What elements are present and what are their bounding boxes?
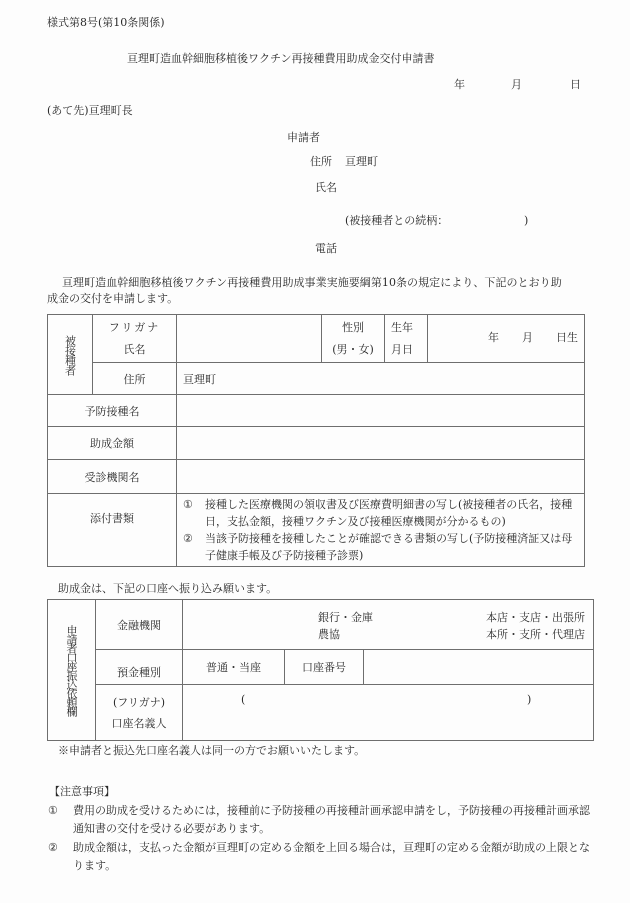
intro-line-1: 亘理町造血幹細胞移植後ワクチン再接種費用助成事業実施要綱第10条の規定により、下記のとおり助 — [62, 276, 562, 289]
holder-name-field[interactable] — [241, 715, 541, 727]
attachment-text: 接種した医療機関の領収書及び医療費明細書の写し(被接種者の氏名，接種日，支払金額，接種ワクチン及び接種医療機関が分かるもの) — [205, 498, 573, 528]
account-number-label: 口座番号 — [285, 650, 364, 685]
applicant-address-label: 住所 — [310, 155, 332, 168]
note-number: ② — [48, 840, 58, 854]
birth-day-label: 日生 — [556, 331, 578, 344]
applicant-name-label: 氏名 — [315, 181, 337, 194]
notes-heading: 【注意事項】 — [49, 785, 115, 798]
holder-furigana-open: ( — [241, 693, 246, 706]
bank-note: ※申請者と振込先口座名義人は同一の方でお願いいたします。 — [58, 744, 366, 757]
date-month-label: 月 — [511, 78, 522, 91]
attachment-item — [183, 496, 580, 530]
applicant-phone-label: 電話 — [315, 242, 337, 255]
holder-label: 口座名義人 — [111, 716, 167, 730]
birthdate-label-2: 月日 — [391, 342, 413, 356]
branch-type-bank[interactable]: 本店・支店・出張所 — [486, 611, 586, 624]
attachment-text: 当該予防接種を接種したことが確認できる書類の写し(予防接種済証又は母子健康手帳及び予防接種予診票) — [205, 532, 573, 562]
name-label: 氏名 — [123, 342, 146, 356]
form-number: 様式第8号(第10条関係) — [47, 16, 165, 29]
attachment-number: ① — [183, 498, 193, 511]
applicant-address-value[interactable]: 亘理町 — [345, 155, 378, 168]
attachment-number: ② — [183, 532, 193, 545]
clinic-name-label: 受診機関名 — [48, 460, 177, 494]
vaccine-name-label: 予防接種名 — [48, 395, 177, 427]
holder-furigana-close: ) — [527, 693, 532, 706]
institution-field[interactable] — [183, 600, 594, 650]
attachments-label: 添付書類 — [48, 494, 177, 567]
furigana-label: フリガナ — [108, 320, 161, 334]
gender-options[interactable]: (男・女) — [332, 342, 374, 356]
relation-field[interactable] — [455, 215, 520, 227]
form-title: 亘理町造血幹細胞移植後ワクチン再接種費用助成金交付申請書 — [127, 52, 435, 65]
name-label-cell — [93, 315, 177, 363]
notes-section — [46, 783, 594, 876]
gender-label: 性別 — [342, 320, 364, 334]
birth-year-label: 年 — [488, 331, 499, 344]
recipient-section-label: 被接種者 — [63, 334, 77, 375]
note-text: 費用の助成を受けるためには，接種前に予防接種の再接種計画承認申請をし，予防接種の再接種計画承認通知書の交付を受ける必要があります。 — [73, 803, 590, 835]
transfer-intro: 助成金は、下記の口座へ振り込み願います。 — [58, 582, 278, 595]
account-number-field[interactable] — [364, 650, 594, 685]
birthdate-field[interactable] — [428, 315, 585, 363]
institution-type-options[interactable] — [318, 609, 373, 643]
date-day-label: 日 — [570, 78, 581, 91]
holder-furigana-field[interactable] — [277, 693, 517, 705]
note-item — [46, 839, 594, 876]
branch-type-options[interactable] — [486, 609, 585, 643]
institution-type-ja[interactable]: 農協 — [318, 628, 340, 641]
bank-section-label-cell — [48, 600, 96, 741]
note-number: ① — [48, 803, 58, 817]
institution-label: 金融機関 — [96, 600, 183, 650]
date-year-label: 年 — [454, 78, 465, 91]
attachments-list — [177, 494, 585, 567]
note-text: 助成金額は，支払った金額が亘理町の定める金額を上回る場合は，亘理町の定める金額が助成の上限となります。 — [73, 840, 590, 872]
institution-type-bank[interactable]: 銀行・金庫 — [318, 611, 373, 624]
birthdate-label-cell — [385, 315, 428, 363]
attachment-item — [183, 530, 580, 564]
subsidy-amount-field[interactable] — [177, 427, 585, 460]
holder-label-cell — [96, 685, 183, 741]
clinic-name-field[interactable] — [177, 460, 585, 494]
vaccine-name-field[interactable] — [177, 395, 585, 427]
birthdate-label-1: 生年 — [391, 320, 413, 334]
address-field[interactable]: 亘理町 — [177, 363, 585, 395]
recipient-section-label-cell — [48, 315, 93, 395]
gender-cell[interactable] — [322, 315, 385, 363]
bank-section-label: 申請者口座振込依頼欄 — [65, 625, 78, 715]
relation-close: ) — [524, 214, 529, 227]
deposit-type-options[interactable]: 普通・当座 — [183, 650, 285, 685]
deposit-type-label: 預金種別 — [96, 650, 183, 685]
subsidy-amount-label: 助成金額 — [48, 427, 177, 460]
holder-furigana-label: (フリガナ) — [112, 695, 166, 709]
note-item — [46, 802, 594, 839]
intro-line-2: 成金の交付を申請します。 — [47, 292, 179, 305]
address-label: 住所 — [93, 363, 177, 395]
name-field[interactable] — [177, 315, 322, 363]
bank-table — [47, 599, 594, 741]
holder-field[interactable] — [183, 685, 594, 741]
applicant-heading: 申請者 — [287, 131, 320, 144]
addressee: (あて先)亘理町長 — [47, 104, 133, 117]
birth-month-label: 月 — [522, 331, 533, 344]
relation-open: (被接種者との続柄： — [345, 214, 449, 227]
branch-type-ja[interactable]: 本所・支所・代理店 — [486, 628, 586, 641]
recipient-table — [47, 314, 585, 567]
